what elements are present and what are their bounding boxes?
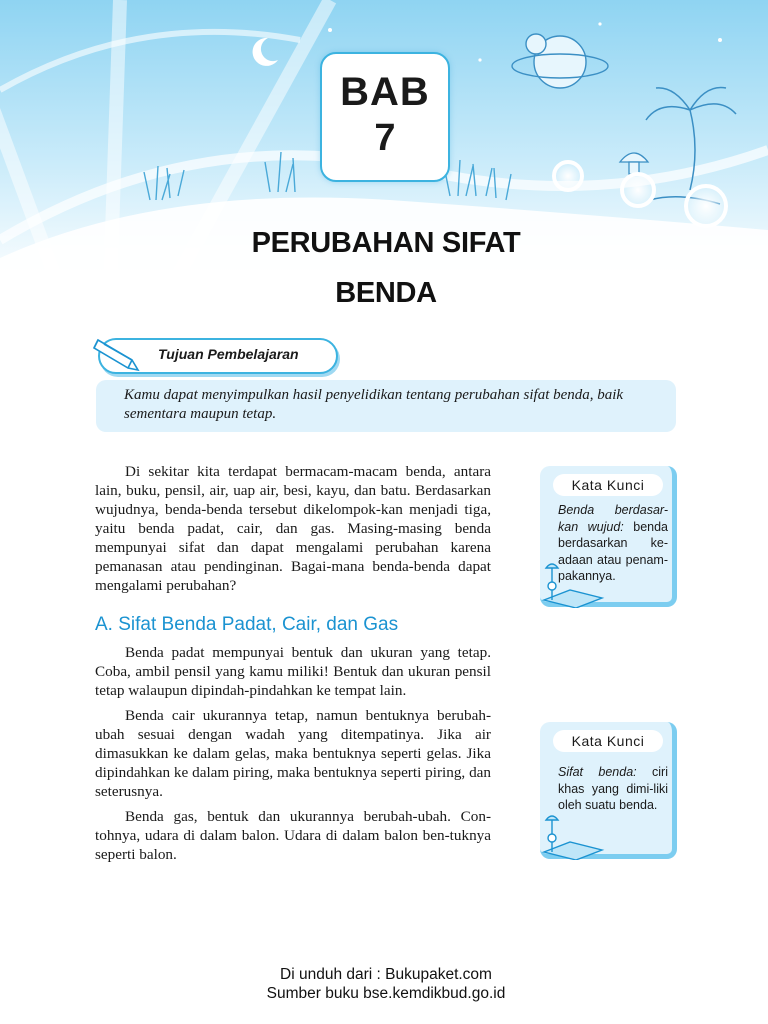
intro-paragraph: Di sekitar kita terdapat bermacam-macam benda, antara lain, buku, pensil, air, uap air, besi, kayu, dan batu. Berdasarkan wujudnya, benda-benda tersebut dikelompok-kan menjadi tiga, yaitu benda padat, cair, dan gas. Masing-masing benda mempunyai sifat dan dapat mengalami perubahan karena pemanasan atau pendinginan. Bagai-mana benda-benda dapat mengalami perubahan? (95, 463, 491, 594)
chapter-title-line1: PERUBAHAN SIFAT (251, 227, 521, 259)
chapter-title-line2: BENDA (335, 277, 437, 309)
chapter-box (320, 52, 450, 182)
lamp-book-icon (540, 560, 610, 608)
page-footer (0, 965, 768, 1003)
keyword-definition: ciri khas yang dimi-liki oleh suatu benda. (558, 765, 668, 812)
keyword-definition: benda berdasarkan ke-adaan atau penam-pakannya. (558, 519, 668, 583)
keyword-term: Sifat benda: (558, 765, 637, 779)
section-paragraph: Benda cair ukurannya tetap, namun bentuknya berubah-ubah sesuai dengan wadah yang ditempatinya. Jika air dimasukkan ke dalam gelas, maka bentuknya seperti gelas. Jika dipindahkan ke dalam piring, maka bentuknya seperti piring, dan seterusnya. (95, 707, 491, 800)
objective-box (96, 380, 676, 432)
footer-line1: Di unduh dari : Bukupaket.com (280, 966, 492, 983)
chapter-title (0, 218, 768, 318)
keyword-card-text (558, 764, 668, 814)
section-paragraph: Benda gas, bentuk dan ukurannya berubah-ubah. Con-tohnya, udara di dalam balon. Udara di dalam balon ben-tuknya seperti balon. (95, 808, 491, 863)
objective-label: Tujuan Pembelajaran (158, 346, 299, 362)
section-heading: A. Sifat Benda Padat, Cair, dan Gas (95, 614, 399, 635)
chapter-label: BAB (340, 70, 430, 114)
section-body (95, 643, 491, 870)
footer-line2: Sumber buku bse.kemdikbud.go.id (266, 985, 506, 1002)
keyword-card-heading: Kata Kunci (553, 730, 663, 752)
keyword-card-heading: Kata Kunci (553, 474, 663, 496)
objective-text: Kamu dapat menyimpulkan hasil penyelidikan tentang perubahan sifat benda, baik sementara maupun tetap. (124, 387, 624, 422)
lamp-book-icon (540, 812, 610, 860)
pen-icon (92, 330, 152, 374)
keyword-card (540, 722, 677, 859)
section-paragraph: Benda padat mempunyai bentuk dan ukuran yang tetap. Coba, ambil pensil yang kamu miliki! Bentuk dan ukuran pensil tetap walaupun dipindah-pindahkan ke tempat lain. (95, 644, 491, 699)
keyword-card (540, 466, 677, 607)
chapter-number: 7 (374, 117, 396, 159)
intro-section (95, 462, 491, 601)
keyword-term: Benda berdasar-kan wujud: (558, 503, 668, 534)
